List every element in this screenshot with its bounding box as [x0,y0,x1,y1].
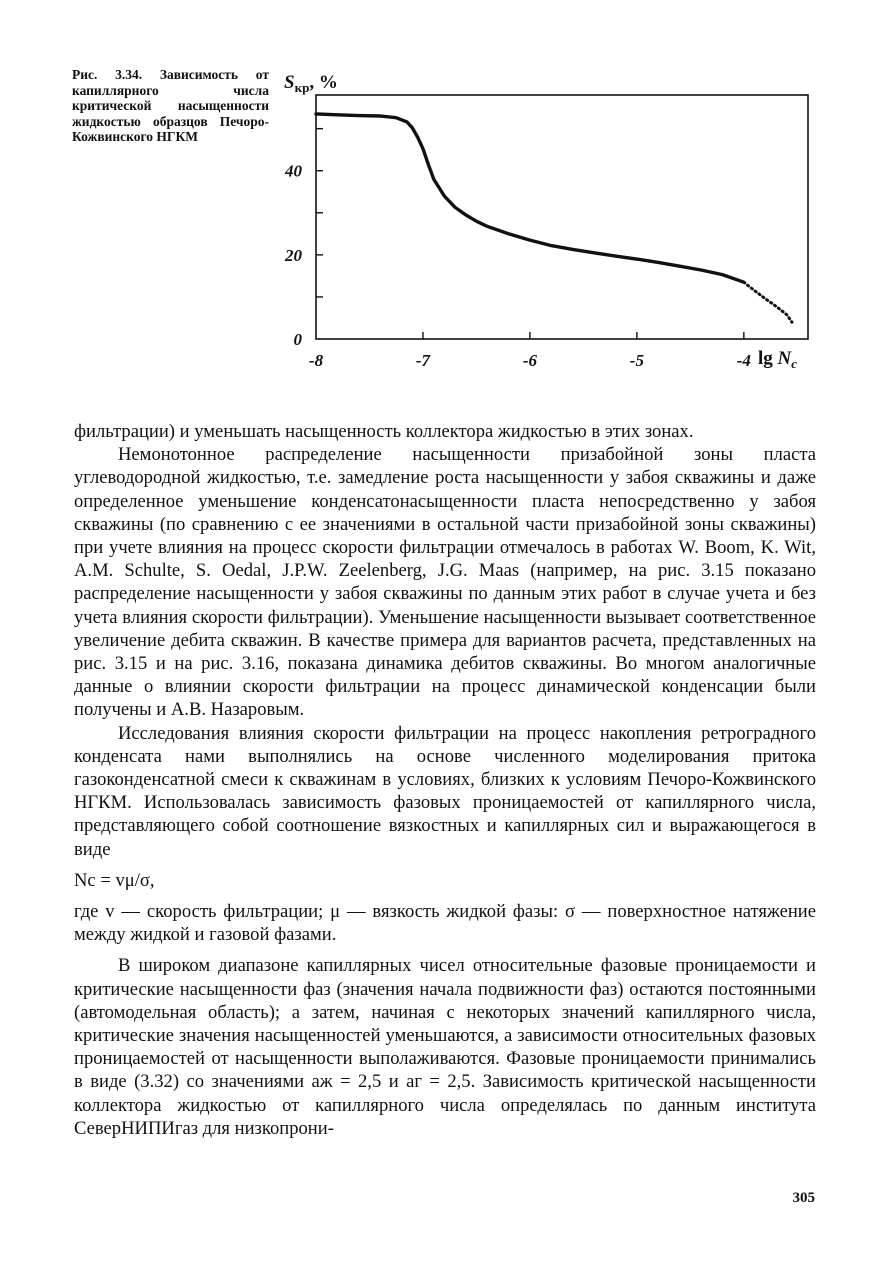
x-tick-label: -6 [522,351,537,370]
x-tick-label: -8 [308,351,324,370]
paragraph: где v — скорость фильтрации; μ — вязкость жидкой фазы: σ — поверхностное натяжение между жидкой и газовой фазами. [74,901,816,946]
body-text [74,420,816,1140]
page-number: 305 [792,1190,815,1206]
x-tick-label: -5 [629,351,644,370]
saturation-curve [316,114,744,282]
y-tick-label: 0 [293,330,302,349]
y-tick-label: 20 [285,245,302,265]
paragraph: В широком диапазоне капиллярных чисел относительные фазовые проницаемости и критические насыщенности фаз (значения начала подвижности фаз) остаются постоянными (автомодельная область); а затем, начиная с некоторых значений капиллярного числа, критические значения насыщенностей уменьшаются, а зависимости относительных фазовых проницаемостей от насыщенности выполаживаются. Фазовые проницаемости принимались в виде (3.32) со значениями aж = 2,5 и aг = 2,5. Зависимость критической насыщенности коллектора жидкостью от капиллярного числа определялась по данным института СеверНИПИгаз для низкопрони- [74,955,816,1139]
x-tick-label: -7 [415,351,431,370]
figure-caption: Рис. 3.34. Зависимость от капиллярного числа критической насыщенности жидкостью образцов Печоро-Кожвинского НГКМ [72,67,269,144]
x-axis-title: $\lg N_c$ [758,348,798,371]
y-tick-label: 40 [285,161,302,181]
paragraph: фильтрации) и уменьшать насыщенность коллектора жидкостью в этих зонах. [74,421,694,442]
formula: Nc = vμ/σ, [74,869,155,891]
dotted-curve-segment [744,282,792,322]
plot-frame [316,95,808,339]
y-axis-title: $S_{кр}$, % [284,72,338,95]
paragraph: Немонотонное распределение насыщенности призабойной зоны пласта углеводородной жидкостью, т.е. замедление роста насыщенности у забоя скважины и даже определенное уменьшение конденсатонасыщенности пласта непосредственно у забоя скважины (по сравнению с ее значениями в остальной части призабойной зоны скважины) при учете влияния на процесс скорости фильтрации отмечалось в работах W. Boom, K. Wit, A.M. Schulte, S. Oedal, J.P.W. Zeelenberg, J.G. Maas (например, на рис. 3.15 показано распределение насыщенности у забоя скважины по данным этих работ в случае учета и без учета влияния скорости фильтрации). Уменьшение насыщенности вызывает соответственное увеличение дебита скважин. В качестве примера для вариантов расчета, представленных на рис. 3.15 и на рис. 3.16, показана динамика дебитов скважины. Во многом аналогичные данные о влиянии скорости фильтрации на процесс динамической конденсации были получены и А.В. Назаровым. [74,444,816,721]
paragraph: Исследования влияния скорости фильтрации на процесс накопления ретроградного конденсата нами выполнялись на основе численного моделирования притока газоконденсатной смеси к скважинам в условиях, близких к условиям Печоро-Кожвинского НГКМ. Использовалась зависимость фазовых проницаемостей от капиллярного числа, представляющего собой соотношение вязкостных и капиллярных сил и выражающегося в виде [74,722,816,860]
x-tick-label: -4 [736,351,751,370]
figure-chart [262,62,842,392]
